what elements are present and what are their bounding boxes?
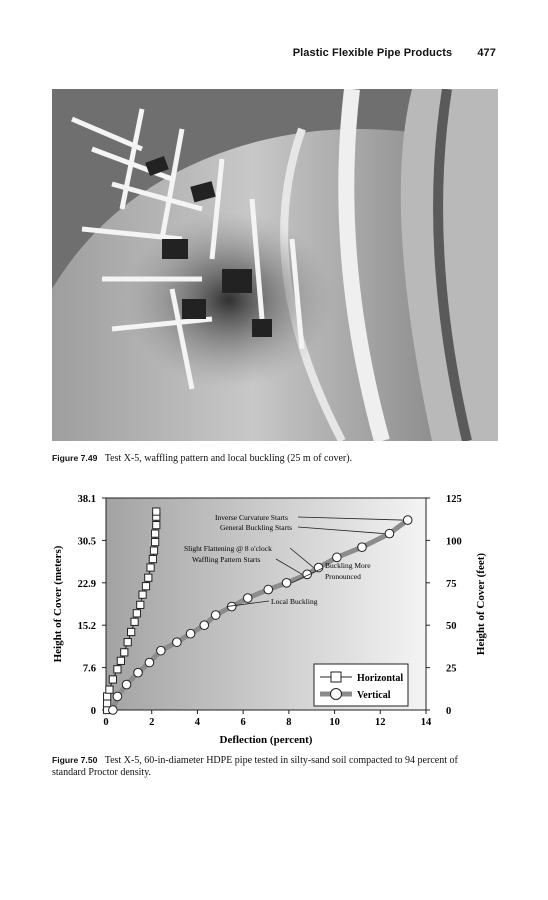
x-tick-label: 12 <box>375 717 386 728</box>
horizontal-point <box>133 610 140 617</box>
horizontal-point <box>104 693 111 700</box>
horizontal-point <box>145 574 152 581</box>
y-tick-label-left: 0 <box>90 706 96 717</box>
x-tick-label: 8 <box>286 717 292 728</box>
y-axis-label-left: Height of Cover (meters) <box>52 545 64 663</box>
caption-text: Test X-5, 60-in-diameter HDPE pipe tested in silty-sand soil compacted to 94 percent of standard Proctor density. <box>52 755 458 778</box>
horizontal-point <box>121 649 128 656</box>
vertical-point <box>122 680 131 689</box>
horizontal-point <box>153 508 160 515</box>
horizontal-point <box>152 538 159 545</box>
figure-7-49-caption <box>52 452 492 465</box>
horizontal-point <box>137 601 144 608</box>
photo-pipe-waffling-buckling-icon <box>52 89 498 441</box>
horizontal-point <box>117 657 124 664</box>
horizontal-point <box>142 583 149 590</box>
horizontal-point <box>150 547 157 554</box>
x-tick-label: 2 <box>149 717 155 728</box>
y-tick-label-right: 0 <box>446 706 452 717</box>
running-head-title: Plastic Flexible Pipe Products <box>292 47 453 59</box>
horizontal-point <box>128 628 135 635</box>
vertical-point <box>134 668 143 677</box>
y-tick-label-right: 50 <box>446 621 457 633</box>
vertical-point <box>211 611 220 620</box>
y-axis-label-right: Height of Cover (feet) <box>475 552 487 656</box>
annotation-label: Pronounced <box>325 572 361 581</box>
vertical-point <box>358 543 367 552</box>
y-tick-label-left: 38.1 <box>77 494 96 505</box>
y-tick-label-left: 7.6 <box>82 663 96 675</box>
horizontal-point <box>114 666 121 673</box>
vertical-point <box>109 706 118 715</box>
x-tick-label: 4 <box>194 717 201 728</box>
horizontal-point <box>131 618 138 625</box>
horizontal-point <box>104 700 111 707</box>
x-tick-label: 0 <box>103 717 109 728</box>
y-tick-label-right: 75 <box>446 578 457 590</box>
vertical-point <box>200 621 209 630</box>
annotation-label: Buckling More <box>325 561 371 570</box>
x-tick-label: 10 <box>329 717 340 728</box>
annotation-label: Waffling Pattern Starts <box>192 555 261 564</box>
vertical-point <box>264 585 273 594</box>
figure-label: Figure 7.50 <box>52 755 98 765</box>
horizontal-point <box>124 639 131 646</box>
y-tick-label-left: 15.2 <box>77 621 96 633</box>
vertical-point <box>403 516 412 525</box>
vertical-point <box>113 692 122 701</box>
vertical-point <box>157 646 166 655</box>
vertical-point <box>173 638 182 647</box>
annotation-label: Slight Flattening @ 8 o'clock <box>184 544 272 553</box>
vertical-point <box>145 658 154 667</box>
horizontal-point <box>149 555 156 562</box>
vertical-point <box>385 529 394 538</box>
annotation-label: General Buckling Starts <box>220 523 293 532</box>
x-tick-label: 6 <box>240 717 246 728</box>
horizontal-point <box>106 686 113 693</box>
caption-text: Test X-5, waffling pattern and local buckling (25 m of cover). <box>104 453 353 464</box>
vertical-point <box>186 629 195 638</box>
annotation-label: Inverse Curvature Starts <box>215 513 288 522</box>
y-tick-label-right: 125 <box>446 494 462 505</box>
legend-square-icon <box>331 672 341 682</box>
y-tick-label-left: 22.9 <box>77 578 96 590</box>
pipe-buckling-photo <box>52 89 498 441</box>
y-tick-label-right: 25 <box>446 663 457 675</box>
horizontal-point <box>147 564 154 571</box>
figure-label: Figure 7.49 <box>52 453 98 463</box>
legend <box>314 664 408 706</box>
annotation-label: Local Buckling <box>271 597 318 606</box>
page-number: 477 <box>477 47 496 59</box>
y-tick-label-right: 100 <box>446 536 462 548</box>
figure-7-50-caption <box>52 754 492 779</box>
legend-label-horizontal: Horizontal <box>357 673 404 684</box>
vertical-point <box>282 579 291 588</box>
horizontal-point <box>109 676 116 683</box>
vertical-point <box>243 594 252 603</box>
legend-circle-icon <box>331 689 342 700</box>
vertical-point <box>314 563 323 572</box>
x-axis-label: Deflection (percent) <box>219 734 313 746</box>
horizontal-point <box>152 530 159 537</box>
running-head <box>293 47 496 59</box>
horizontal-point <box>153 522 160 529</box>
legend-label-vertical: Vertical <box>357 690 391 701</box>
deflection-chart <box>44 488 494 750</box>
x-tick-label: 14 <box>420 717 432 728</box>
y-tick-label-left: 30.5 <box>77 536 96 548</box>
horizontal-point <box>139 591 146 598</box>
